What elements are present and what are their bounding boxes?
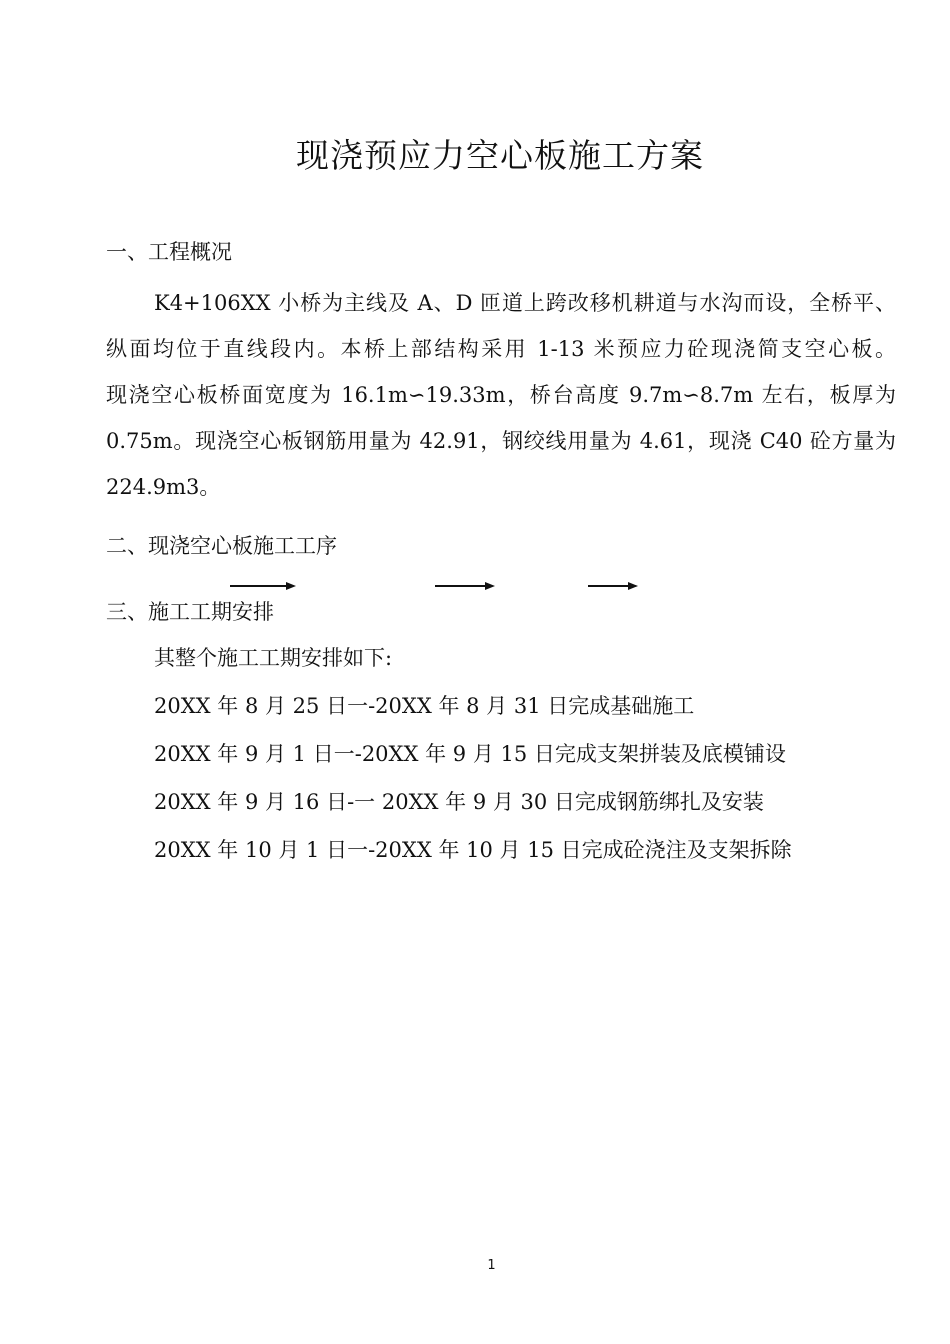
paragraph-line: 现浇空心板桥面宽度为 16.1m∽19.33m，桥台高度 9.7m∽8.7m 左右，板厚为 xyxy=(106,383,896,407)
section-heading-overview: 一、工程概况 xyxy=(106,240,232,264)
schedule-item: 20XX 年 9 月 1 日一-20XX 年 9 月 15 日完成支架拼装及底模铺设 xyxy=(154,742,786,766)
section-heading-schedule: 三、施工工期安排 xyxy=(106,600,274,624)
schedule-intro: 其整个施工工期安排如下: xyxy=(154,646,393,670)
page-number: 1 xyxy=(487,1258,496,1273)
paragraph-line: 0.75m。现浇空心板钢筋用量为 42.91，钢绞线用量为 4.61，现浇 C40 砼方量为 xyxy=(106,429,896,453)
section-heading-process: 二、现浇空心板施工工序 xyxy=(106,534,337,558)
arrow-icon xyxy=(230,578,296,594)
schedule-item: 20XX 年 10 月 1 日一-20XX 年 10 月 15 日完成砼浇注及支架拆除 xyxy=(154,838,792,862)
document-title: 现浇预应力空心板施工方案 xyxy=(296,136,704,175)
schedule-item: 20XX 年 9 月 16 日-一 20XX 年 9 月 30 日完成钢筋绑扎及安装 xyxy=(154,790,764,814)
schedule-list xyxy=(154,634,792,874)
paragraph-line: 224.9m3。 xyxy=(106,475,221,499)
arrow-icon xyxy=(588,578,638,594)
schedule-item: 20XX 年 8 月 25 日一-20XX 年 8 月 31 日完成基础施工 xyxy=(154,694,695,718)
arrow-icon xyxy=(435,578,495,594)
paragraph-line: 纵面均位于直线段内。本桥上部结构采用 1-13 米预应力砼现浇简支空心板。 xyxy=(106,337,896,361)
paragraph-line: K4+106XX 小桥为主线及 A、D 匝道上跨改移机耕道与水沟而设，全桥平、 xyxy=(154,291,896,315)
overview-paragraph xyxy=(106,280,896,510)
